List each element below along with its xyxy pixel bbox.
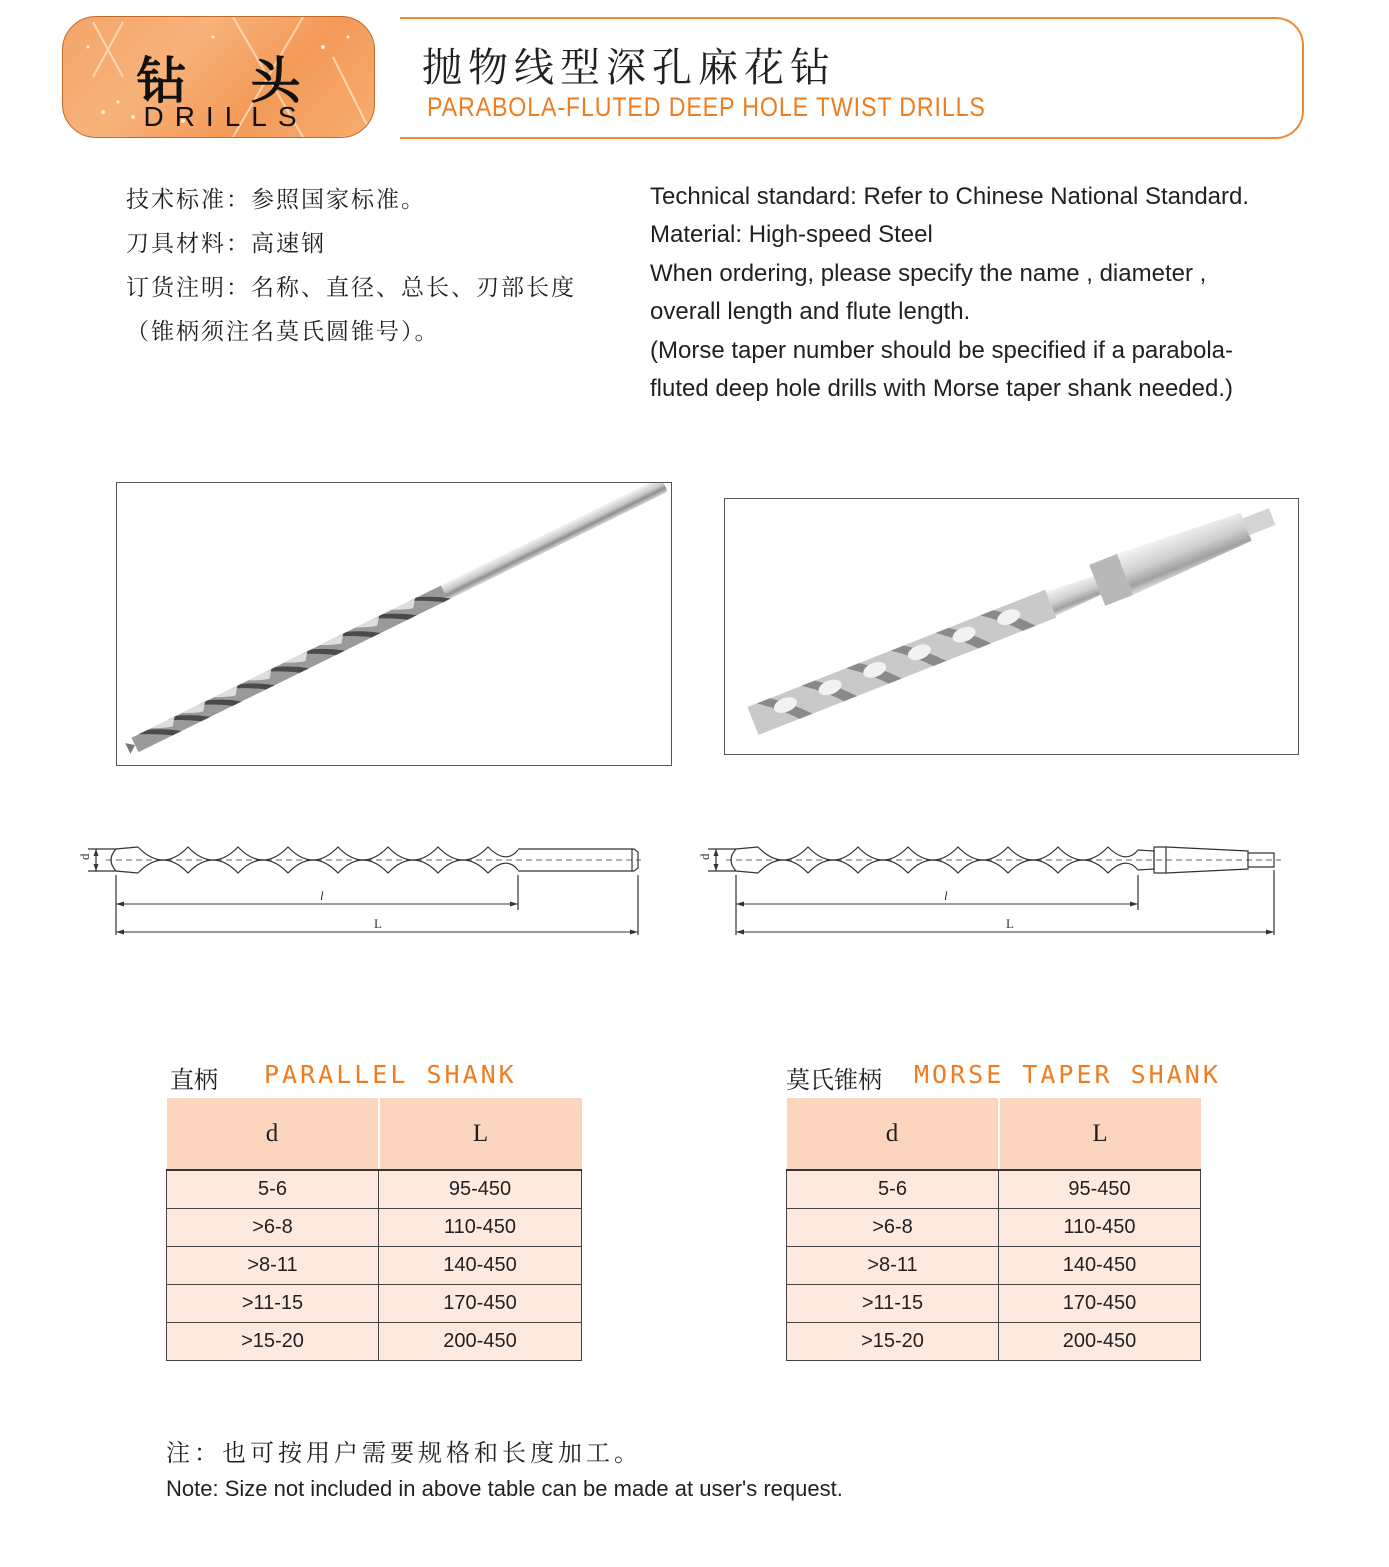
- table-row: 5-6 95-450: [787, 1170, 1201, 1208]
- page-title-en: PARABOLA-FLUTED DEEP HOLE TWIST DRILLS: [427, 92, 986, 122]
- specs-cn: [126, 178, 576, 354]
- parallel-shank-table: [166, 1098, 582, 1361]
- overall-length-label: L: [374, 916, 382, 931]
- table-caption-cn: 直柄: [170, 1066, 218, 1094]
- morse-taper-shank-table: [786, 1098, 1201, 1361]
- parallel-shank-drill-photo: [116, 482, 672, 766]
- spec-line: 订货注明：名称、直径、总长、刃部长度: [126, 275, 576, 301]
- flute-length-label: l: [944, 888, 948, 903]
- table-row: >8-11 140-450: [167, 1246, 582, 1284]
- spec-line: Technical standard: Refer to Chinese National Standard.: [650, 183, 1250, 210]
- morse-taper-shank-diagram: [696, 830, 1286, 944]
- spec-line: overall length and flute length.: [650, 298, 971, 326]
- table-row: >6-8 110-450: [787, 1208, 1201, 1246]
- column-header-L: L: [999, 1098, 1201, 1170]
- table-caption-en: PARALLEL SHANK: [264, 1060, 517, 1089]
- spec-line: Material: High-speed Steel: [650, 221, 933, 249]
- spec-line: fluted deep hole drills with Morse taper shank needed.): [650, 375, 1234, 403]
- specs-en: [650, 178, 1249, 408]
- diameter-label: d: [77, 853, 92, 860]
- note-en: Note: Size not included in above table can be made at user's request.: [166, 1476, 843, 1501]
- parallel-shank-diagram: [76, 830, 646, 944]
- table-caption-en: MORSE TAPER SHANK: [914, 1060, 1221, 1089]
- table-row: >11-15 170-450: [787, 1284, 1201, 1322]
- table-row: >15-20 200-450: [787, 1322, 1201, 1360]
- column-header-d: d: [787, 1098, 999, 1170]
- spec-line: 技术标准：参照国家标准。: [126, 187, 426, 213]
- column-header-L: L: [379, 1098, 582, 1170]
- table-row: >15-20 200-450: [167, 1322, 582, 1360]
- table-caption-cn: 莫氏锥柄: [786, 1066, 882, 1094]
- flute-length-label: l: [320, 888, 324, 903]
- spec-line: (Morse taper number should be specified if a parabola-: [650, 336, 1233, 364]
- diameter-label: d: [697, 853, 712, 860]
- category-en: DRILLS: [143, 101, 308, 132]
- morse-taper-drill-photo: [724, 498, 1299, 755]
- category-cn: 钻头: [136, 52, 365, 110]
- note-cn: 注：也可按用户需要规格和长度加工。: [166, 1439, 642, 1467]
- category-badge: [62, 16, 375, 138]
- table-row: >6-8 110-450: [167, 1208, 582, 1246]
- page-title-cn: 抛物线型深孔麻花钻: [422, 45, 836, 91]
- table-row: >8-11 140-450: [787, 1246, 1201, 1284]
- table-row: 5-6 95-450: [167, 1170, 582, 1208]
- overall-length-label: L: [1006, 916, 1014, 931]
- spec-line: （锥柄须注名莫氏圆锥号）。: [126, 319, 440, 345]
- column-header-d: d: [167, 1098, 379, 1170]
- spec-line: 刀具材料：高速钢: [126, 231, 326, 257]
- table-row: >11-15 170-450: [167, 1284, 582, 1322]
- spec-line: When ordering, please specify the name , diameter ,: [650, 259, 1207, 287]
